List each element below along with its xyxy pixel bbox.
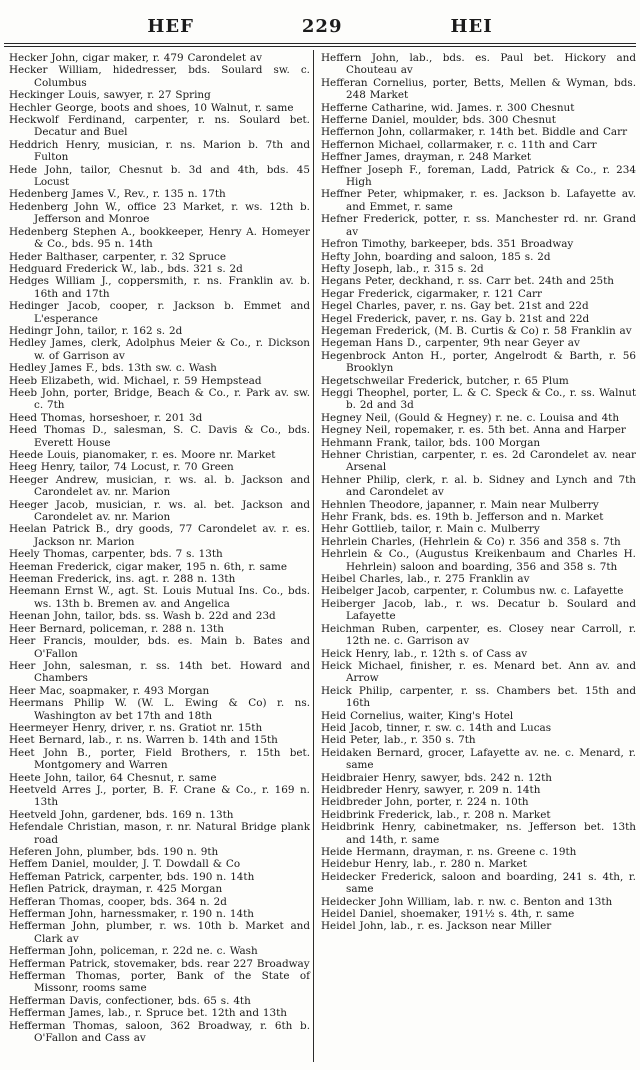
directory-entry: Heemann Ernst W., agt. St. Louis Mutual Ins. Co., bds. ws. 13th b. Bremen av. and Angelica <box>9 585 310 610</box>
directory-entry: Hedenberg James V., Rev., r. 135 n. 17th <box>9 188 226 201</box>
directory-entry: Heiberger Jacob, lab., r. ws. Decatur b. Soulard and Lafayette <box>321 597 636 623</box>
directory-entry: Heffernon Michael, collarmaker, r. c. 11th and Carr <box>321 138 597 151</box>
directory-entry: Heet Bernard, lab., r. ns. Warren b. 14th and 15th <box>9 734 278 747</box>
directory-entry: Heetveld John, gardener, bds. 169 n. 13th <box>9 808 234 821</box>
directory-entry: Heed Thomas D., salesman, S. C. Davis & Co., bds. Everett House <box>9 424 310 449</box>
directory-entry: Heede Louis, pianomaker, r. es. Moore nr. Market <box>9 449 276 461</box>
directory-entry: Hegar Frederick, cigarmaker, r. 121 Carr <box>321 287 542 300</box>
directory-entry: Heidel Daniel, shoemaker, 191½ s. 4th, r. same <box>321 908 575 921</box>
directory-entry: Hedingr John, tailor, r. 162 s. 2d <box>9 324 183 337</box>
directory-entry: Hefferman John, plumber, r. ws. 10th b. Market and Clark av <box>9 920 310 945</box>
left-column <box>0 50 314 1062</box>
directory-entry: Heffern John, lab., bds. es. Paul bet. Hickory and Chouteau av <box>321 52 636 77</box>
directory-entry: Hedley James, clerk, Adolphus Meier & Co., r. Dickson w. of Garrison av <box>9 337 310 362</box>
directory-entry: Hehnlen Theodore, japanner, r. Main near Mulberry <box>321 498 599 511</box>
header-section-left: HEF <box>147 16 194 37</box>
directory-entry: Heidbreder John, porter, r. 224 n. 10th <box>321 796 529 809</box>
directory-entry: Heid Jacob, tinner, r. sw. c. 14th and Lucas <box>321 721 552 734</box>
directory-entry: Hehrlein & Co., (Augustus Kreikenbaum and Charles H. Hehrlein) saloon and boarding, 356 and 358 s. 7th <box>321 548 636 573</box>
directory-entry: Heidbrink Henry, cabinetmaker, ns. Jefferson bet. 13th and 14th, r. same <box>321 821 636 846</box>
directory-entry: Heffner Peter, whipmaker, r. es. Jackson b. Lafayette av. and Emmet, r. same <box>321 188 636 213</box>
directory-entry: Hefferman Thomas, porter, Bank of the State of Missonr, rooms same <box>9 970 310 995</box>
header-double-rule <box>4 43 636 47</box>
directory-entry: Hefty John, boarding and saloon, 185 s. 2d <box>321 250 551 263</box>
directory-entry: Heelan Patrick B., dry goods, 77 Carondelet av. r. es. Jackson nr. Marion <box>9 523 310 548</box>
directory-entry: Hefferman Thomas, saloon, 362 Broadway, r. 6th b. O'Fallon and Cass av <box>9 1019 310 1045</box>
directory-entry: Heeb John, porter, Bridge, Beach & Co., r. Park av. sw. c. 7th <box>9 386 310 412</box>
directory-entry: Hedley James F., bds. 13th sw. c. Wash <box>9 362 217 375</box>
directory-entry: Hefferman John, harnessmaker, r. 190 n. 14th <box>9 908 254 921</box>
directory-entry: Hefferan Cornelius, porter, Betts, Mellen & Wyman, bds. 248 Market <box>321 76 636 102</box>
directory-entry: Hehmann Frank, tailor, bds. 100 Morgan <box>321 436 541 449</box>
directory-entry: Hefferne Daniel, moulder, bds. 300 Chesnut <box>321 114 556 127</box>
directory-entry: Hegney Neil, ropemaker, r. es. 5th bet. Anna and Harper <box>321 424 626 437</box>
directory-entry: Hegeman Frederick, (M. B. Curtis & Co) r. 58 Franklin av <box>321 324 632 337</box>
directory-entry: Heete John, tailor, 64 Chesnut, r. same <box>9 771 217 784</box>
directory-entry: Heflen Patrick, drayman, r. 425 Morgan <box>9 883 223 896</box>
directory-entry: Heeger Jacob, musician, r. ws. al. bet. Jackson and Carondelet av. nr. Marion <box>9 498 310 524</box>
directory-entry: Heer Francis, moulder, bds. es. Main b. Bates and O'Fallon <box>9 635 310 660</box>
directory-entry: Hefferan Thomas, cooper, bds. 364 n. 2d <box>9 895 227 908</box>
directory-entry: Heick Philip, carpenter, r. ss. Chambers bet. 15th and 16th <box>321 684 636 710</box>
directory-entry: Heder Balthaser, carpenter, r. 32 Spruce <box>9 250 226 263</box>
directory-entry: Hecker William, hidedresser, bds. Soulard sw. c. Columbus <box>9 64 310 89</box>
directory-entry: Heick Michael, finisher, r. es. Menard bet. Ann av. and Arrow <box>321 659 636 685</box>
directory-entry: Hefty Joseph, lab., r. 315 s. 2d <box>321 262 484 275</box>
directory-entry: Hefferman Patrick, stovemaker, bds. rear 227 Broadway <box>9 957 310 970</box>
directory-entry: Heed Thomas, horseshoer, r. 201 3d <box>9 411 203 424</box>
directory-entry: Hegel Frederick, paver, r. ns. Gay b. 21st and 22d <box>321 312 590 325</box>
directory-entry: Heidecker John William, lab. r. nw. c. Benton and 13th <box>321 895 613 908</box>
directory-entry: Heckwolf Ferdinand, carpenter, r. ns. Soulard bet. Decatur and Buel <box>9 114 310 139</box>
directory-entry: Heffner Joseph F., foreman, Ladd, Patrick & Co., r. 234 High <box>321 163 636 189</box>
directory-entry: Hehr Frank, bds. es. 19th b. Jefferson and n. Market <box>321 511 604 524</box>
directory-entry: Heick Henry, lab., r. 12th s. of Cass av <box>321 647 528 660</box>
directory-entry: Heer Bernard, policeman, r. 288 n. 13th <box>9 622 224 635</box>
directory-entry: Heidaken Bernard, grocer, Lafayette av. ne. c. Menard, r. same <box>321 746 636 772</box>
directory-entry: Heibelger Jacob, carpenter, r. Columbus nw. c. Lafayette <box>321 585 624 598</box>
directory-entry: Hefendale Christian, mason, r. nr. Natural Bridge plank road <box>9 821 310 846</box>
directory-entry: Hedges William J., coppersmith, r. ns. Franklin av. b. 16th and 17th <box>9 275 310 300</box>
directory-entry: Heidecker Frederick, saloon and boarding, 241 s. 4th, r. same <box>321 870 636 896</box>
directory-entry: Heferen John, plumber, bds. 190 n. 9th <box>9 846 219 858</box>
directory-entry: Hecker John, cigar maker, r. 479 Carondelet av <box>9 52 262 64</box>
directory-entry: Heer Mac, soapmaker, r. 493 Morgan <box>9 684 210 697</box>
directory-entry: Hegenbrock Anton H., porter, Angelrodt & Barth, r. 56 Brooklyn <box>321 349 636 375</box>
directory-entry: Hegeman Hans D., carpenter, 9th near Geyer av <box>321 337 580 350</box>
page-number: 229 <box>301 16 343 37</box>
header-section-right: HEI <box>450 16 493 37</box>
directory-entry: Heffernon John, collarmaker, r. 14th bet. Biddle and Carr <box>321 126 628 139</box>
directory-entry: Hefferman Davis, confectioner, bds. 65 s. 4th <box>9 994 251 1007</box>
directory-entry: Heidebur Henry, lab., r. 280 n. Market <box>321 858 527 871</box>
directory-entry: Hehrlein Charles, (Hehrlein & Co) r. 356 and 358 s. 7th <box>321 535 621 548</box>
directory-entry: Hechler George, boots and shoes, 10 Walnut, r. same <box>9 101 294 114</box>
directory-entry: Heeman Frederick, ins. agt. r. 288 n. 13th <box>9 573 236 586</box>
directory-entry: Hedinger Jacob, cooper, r. Jackson b. Emmet and L'esperance <box>9 300 310 325</box>
directory-entry: Hedguard Frederick W., lab., bds. 321 s. 2d <box>9 262 243 275</box>
directory-entry: Hefron Timothy, barkeeper, bds. 351 Broadway <box>321 238 574 251</box>
directory-entry: Heeger Andrew, musician, r. ws. al. b. Jackson and Carondelet av. nr. Marion <box>9 473 310 499</box>
directory-entry: Heffeman Patrick, carpenter, bds. 190 n. 14th <box>9 870 255 883</box>
directory-entry: Heidbraier Henry, sawyer, bds. 242 n. 12th <box>321 771 552 784</box>
directory-entry: Hefferne Catharine, wid. James. r. 300 Chesnut <box>321 101 575 114</box>
directory-entry: Heermans Philip W. (W. L. Ewing & Co) r. ns. Washington av bet 17th and 18th <box>9 697 310 722</box>
directory-entry: Heeman Frederick, cigar maker, 195 n. 6th, r. same <box>9 560 287 573</box>
directory-entry: Heetveld Arres J., porter, B. F. Crane & Co., r. 169 n. 13th <box>9 783 310 809</box>
directory-entry: Heermeyer Henry, driver, r. ns. Gratiot nr. 15th <box>9 721 263 734</box>
directory-entry: Heidel John, lab., r. es. Jackson near Miller <box>321 920 552 933</box>
directory-entry: Hedenberg John W., office 23 Market, r. ws. 12th b. Jefferson and Monroe <box>9 200 310 226</box>
directory-entry: Heddrich Henry, musician, r. ns. Marion b. 7th and Fulton <box>9 138 310 164</box>
directory-entry: Heid Peter, lab., r. 350 s. 7th <box>321 734 476 747</box>
directory-entry: Heer John, salesman, r. ss. 14th bet. Howard and Chambers <box>9 659 310 685</box>
directory-entry: Heggi Theophel, porter, L. & C. Speck & Co., r. ss. Walnut b. 2d and 3d <box>321 386 636 412</box>
directory-entry: Hede John, tailor, Chesnut b. 3d and 4th, bds. 45 Locust <box>9 163 310 189</box>
directory-entry: Heenan John, tailor, bds. ss. Wash b. 22d and 23d <box>9 610 276 623</box>
directory-entry: Hegans Peter, deckhand, r. ss. Carr bet. 24th and 25th <box>321 275 614 288</box>
directory-entry: Heidbreder Henry, sawyer, r. 209 n. 14th <box>321 783 541 796</box>
directory-entry: Hegel Charles, paver, r. ns. Gay bet. 21st and 22d <box>321 300 589 313</box>
directory-entry: Heeb Elizabeth, wid. Michael, r. 59 Hempstead <box>9 374 262 387</box>
directory-entry: Heeg Henry, tailor, 74 Locust, r. 70 Green <box>9 461 234 474</box>
directory-entry: Hefner Frederick, potter, r. ss. Manchester rd. nr. Grand av <box>321 213 636 238</box>
directory-entry: Hefferman John, policeman, r. 22d ne. c. Wash <box>9 945 258 958</box>
directory-entry: Hehner Christian, carpenter, r. es. 2d Carondelet av. near Arsenal <box>321 449 636 474</box>
right-column <box>314 50 640 1062</box>
directory-entry: Hehr Gottlieb, tailor, r. Main c. Mulberry <box>321 523 540 536</box>
directory-entry: Heely Thomas, carpenter, bds. 7 s. 13th <box>9 548 223 561</box>
directory-entry: Heffner James, drayman, r. 248 Market <box>321 151 532 164</box>
directory-entry: Heide Hermann, drayman, r. ns. Greene c. 19th <box>321 846 577 858</box>
directory-entry: Hedenberg Stephen A., bookkeeper, Henry A. Homeyer & Co., bds. 95 n. 14th <box>9 225 310 251</box>
directory-entry: Heet John B., porter, Field Brothers, r. 15th bet. Montgomery and Warren <box>9 746 310 772</box>
directory-columns <box>0 50 640 1062</box>
directory-entry: Hegetschweilar Frederick, butcher, r. 65 Plum <box>321 374 569 387</box>
directory-entry: Hefferman James, lab., r. Spruce bet. 12th and 13th <box>9 1007 287 1020</box>
directory-entry: Heckinger Louis, sawyer, r. 27 Spring <box>9 89 211 102</box>
page-header <box>0 16 640 37</box>
directory-entry: Heichman Ruben, carpenter, es. Closey near Carroll, r. 12th ne. c. Garrison av <box>321 622 636 648</box>
directory-entry: Hegney Neil, (Gould & Hegney) r. ne. c. Louisa and 4th <box>321 411 620 424</box>
directory-entry: Heidbrink Frederick, lab., r. 208 n. Market <box>321 808 551 821</box>
directory-entry: Heffem Daniel, moulder, J. T. Dowdall & Co <box>9 858 241 871</box>
directory-entry: Heibel Charles, lab., r. 275 Franklin av <box>321 573 530 586</box>
directory-entry: Hehner Philip, clerk, r. al. b. Sidney and Lynch and 7th and Carondelet av <box>321 473 636 499</box>
directory-entry: Heid Cornelius, waiter, King's Hotel <box>321 709 514 722</box>
